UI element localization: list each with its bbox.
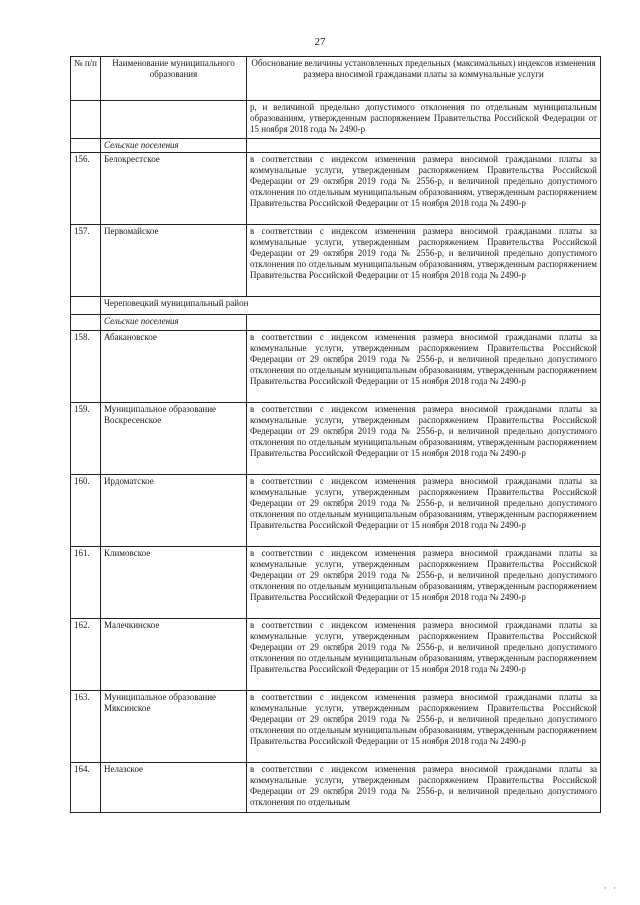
row-name: Нелазское (101, 763, 247, 813)
category-label: Сельские поселения (101, 315, 247, 331)
row-justification: в соответствии с индексом изменения размера вносимой гражданами платы за коммунальные услуги, утвержденным распоряжением Правительства Российской Федерации от 29 октября 2019 года № 2556-р, и величиной предельно допустимого отклонения по отдельным муниципальным образованиям, утвержденным распоряжением Правительства Российской Федерации от 15 ноября 2018 года № 2490-р (247, 225, 601, 297)
table-row (71, 547, 601, 619)
row-justification: в соответствии с индексом изменения размера вносимой гражданами платы за коммунальные услуги, утвержденным распоряжением Правительства Российской Федерации от 29 октября 2019 года № 2556-р, и величиной предельно допустимого отклонения по отдельным муниципальным образованиям, утвержденным распоряжением Правительства Российской Федерации от 15 ноября 2018 года № 2490-р (247, 619, 601, 691)
table-row (71, 475, 601, 547)
table-row (71, 619, 601, 691)
row-justification: в соответствии с индексом изменения размера вносимой гражданами платы за коммунальные услуги, утвержденным распоряжением Правительства Российской Федерации от 29 октября 2019 года № 2556-р, и величиной предельно допустимого отклонения по отдельным (247, 763, 601, 813)
header-name: Наименование муниципального образования (101, 57, 247, 101)
row-name: Муниципальное образование Мяксинское (101, 691, 247, 763)
row-name: Первомайское (101, 225, 247, 297)
row-justification: в соответствии с индексом изменения размера вносимой гражданами платы за коммунальные услуги, утвержденным распоряжением Правительства Российской Федерации от 29 октября 2019 года № 2556-р, и величиной предельно допустимого отклонения по отдельным муниципальным образованиям, утвержденным распоряжением Правительства Российской Федерации от 15 ноября 2018 года № 2490-р (247, 691, 601, 763)
tariff-index-table (70, 56, 601, 813)
continuation-text: р, и величиной предельно допустимого отклонения по отдельным муниципальным образованиям, утвержденным распоряжением Правительства Российской Федерации от 15 ноября 2018 года № 2490-р (247, 101, 601, 139)
category-row (71, 315, 601, 331)
table-row (71, 691, 601, 763)
table-row (71, 225, 601, 297)
table-row (71, 153, 601, 225)
row-justification: в соответствии с индексом изменения размера вносимой гражданами платы за коммунальные услуги, утвержденным распоряжением Правительства Российской Федерации от 29 октября 2019 года № 2556-р, и величиной предельно допустимого отклонения по отдельным муниципальным образованиям, утвержденным распоряжением Правительства Российской Федерации от 15 ноября 2018 года № 2490-р (247, 547, 601, 619)
scan-mark: · · (603, 883, 618, 893)
table-row (71, 403, 601, 475)
row-name: Малечкинское (101, 619, 247, 691)
row-justification: в соответствии с индексом изменения размера вносимой гражданами платы за коммунальные услуги, утвержденным распоряжением Правительства Российской Федерации от 29 октября 2019 года № 2556-р, и величиной предельно допустимого отклонения по отдельным муниципальным образованиям, утвержденным распоряжением Правительства Российской Федерации от 15 ноября 2018 года № 2490-р (247, 403, 601, 475)
row-name: Климовское (101, 547, 247, 619)
row-name: Муниципальное образование Воскресенское (101, 403, 247, 475)
table-row (71, 331, 601, 403)
district-title: Череповецкий муниципальный район (101, 297, 601, 315)
row-number: 160. (71, 475, 101, 547)
page-number: 27 (314, 36, 326, 48)
row-justification: в соответствии с индексом изменения размера вносимой гражданами платы за коммунальные услуги, утвержденным распоряжением Правительства Российской Федерации от 29 октября 2019 года № 2556-р, и величиной предельно допустимого отклонения по отдельным муниципальным образованиям, утвержденным распоряжением Правительства Российской Федерации от 15 ноября 2018 года № 2490-р (247, 331, 601, 403)
category-label: Сельские поселения (101, 139, 247, 153)
row-justification: в соответствии с индексом изменения размера вносимой гражданами платы за коммунальные услуги, утвержденным распоряжением Правительства Российской Федерации от 29 октября 2019 года № 2556-р, и величиной предельно допустимого отклонения по отдельным муниципальным образованиям, утвержденным распоряжением Правительства Российской Федерации от 15 ноября 2018 года № 2490-р (247, 475, 601, 547)
district-row (71, 297, 601, 315)
category-row (71, 139, 601, 153)
table-row (71, 763, 601, 813)
row-name: Белокрестское (101, 153, 247, 225)
row-number: 164. (71, 763, 101, 813)
row-number: 163. (71, 691, 101, 763)
row-justification: в соответствии с индексом изменения размера вносимой гражданами платы за коммунальные услуги, утвержденным распоряжением Правительства Российской Федерации от 29 октября 2019 года № 2556-р, и величиной предельно допустимого отклонения по отдельным муниципальным образованиям, утвержденным распоряжением Правительства Российской Федерации от 15 ноября 2018 года № 2490-р (247, 153, 601, 225)
row-number: 159. (71, 403, 101, 475)
header-num: № п/п (71, 57, 101, 101)
row-number: 162. (71, 619, 101, 691)
row-number: 161. (71, 547, 101, 619)
row-number: 158. (71, 331, 101, 403)
header-justification: Обоснование величины установленных предельных (максимальных) индексов изменения размера вносимой гражданами платы за коммунальные услуги (247, 57, 601, 101)
row-number: 157. (71, 225, 101, 297)
row-name: Абакановское (101, 331, 247, 403)
row-name: Ирдоматское (101, 475, 247, 547)
row-number: 156. (71, 153, 101, 225)
continuation-row (71, 101, 601, 139)
table-header-row (71, 57, 601, 101)
